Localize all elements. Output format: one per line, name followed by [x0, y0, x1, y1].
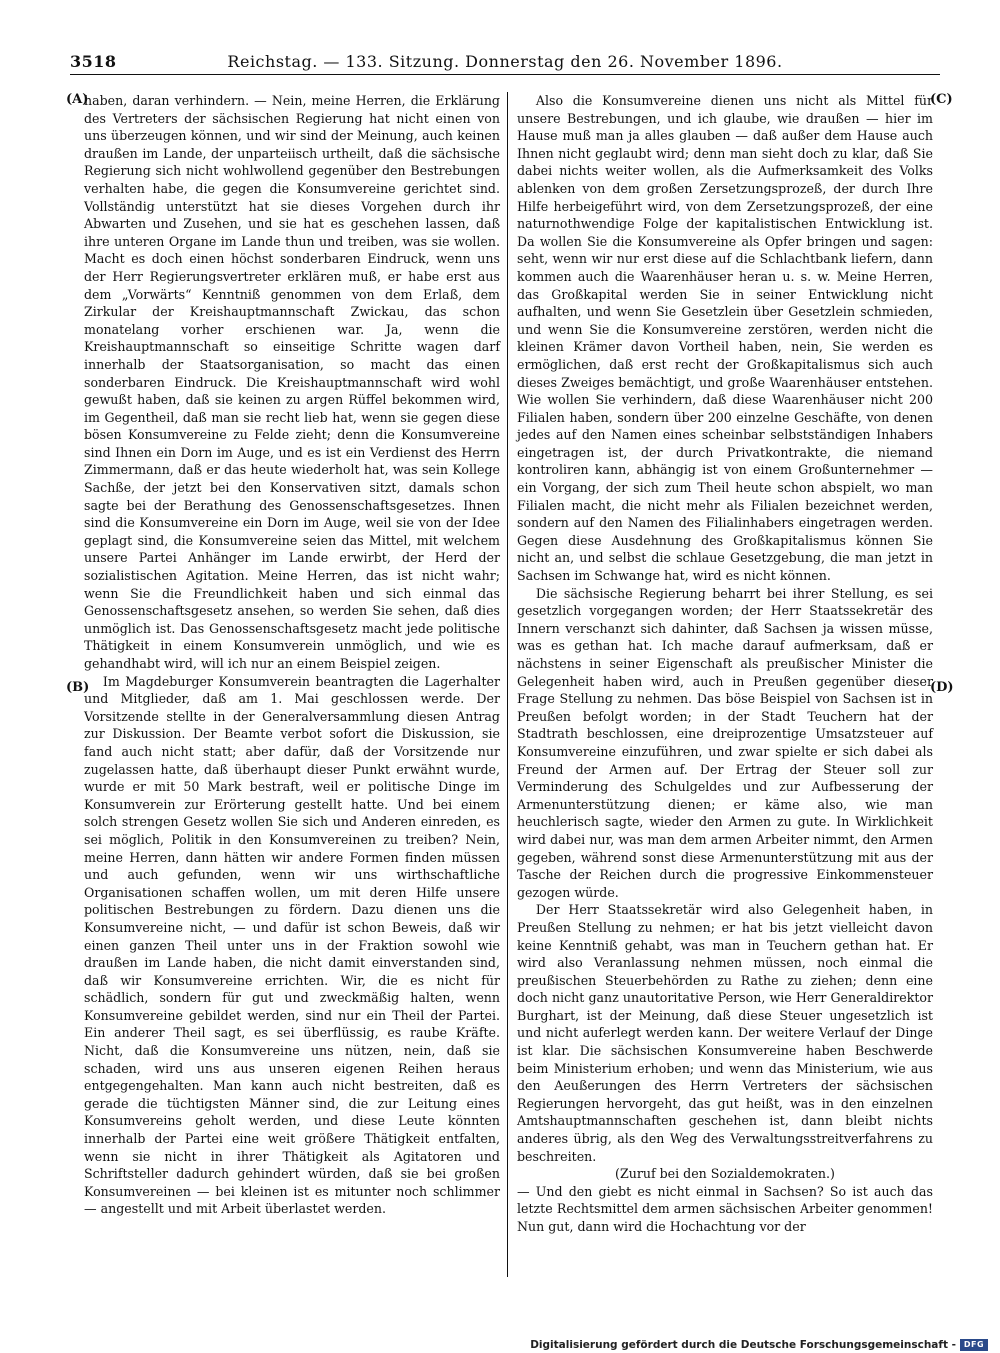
- interjection: (Zuruf bei den Sozialdemokraten.): [615, 1166, 835, 1182]
- right-column: [517, 92, 933, 1236]
- margin-marker-b: (B): [66, 680, 90, 695]
- page-header: [70, 48, 940, 75]
- page-number: 3518: [70, 52, 117, 71]
- digitization-credit: [530, 1338, 988, 1352]
- left-paragraph-1: haben, daran verhindern. — Nein, meine Herren, die Erklärung des Vertreters der sächsischen Regierung hat nicht einen von uns überzeugen können, und wir sind der Meinung, auch keinen draußen im Lande, der unparteiisch urtheilt, daß die sächsische Regierung sich nicht wohlwollend gegenüber den Bestrebungen verhalten habe, die gegen die Konsumvereine gerichtet sind. Vollständig unterstützt hat sie dieses Vorgehen durch ihr Abwarten und Zusehen, und sie hat es geschehen lassen, daß ihre unteren Organe im Lande thun und treiben, was sie wollen. Macht es doch einen höchst sonderbaren Eindruck, wenn uns der Herr Regierungsvertreter erklären muß, er habe erst aus dem „Vorwärts“ Kenntniß genommen von dem Erlaß, dem Zirkular der Kreishauptmannschaft Zwickau, das schon monatelang vorher erschienen war. Ja, wenn die Kreishauptmannschaft so einseitige Schritte wagen darf innerhalb der Staatsorganisation, so macht das einen sonderbaren Eindruck. Die Kreishauptmannschaft wird wohl gewußt haben, daß sie keinen zu argen Rüffel bekommen wird, im Gegentheil, daß man sie recht lieb hat, wenn sie gegen diese bösen Konsumvereine zu Felde zieht; denn die Konsumvereine sind Ihnen ein Dorn im Auge, und es ist ein Verdienst des Herrn Zimmermann, daß er das heute wiederholt hat, was sein Kollege Sachße, der jetzt bei den Konservativen sitzt, damals schon sagte bei der Berathung des Genossenschaftsgesetzes. Ihnen sind die Konsumvereine ein Dorn im Auge, weil sie von der Idee geplagt sind, die Konsumvereine seien das Mittel, mit welchem unsere Partei Anhänger im Lande erwirbt, der Herd der sozialistischen Agitation. Meine Herren, das ist nicht wahr; wenn Sie die Freundlichkeit haben und sich einmal das Genossenschaftsgesetz ansehen, so werden Sie sehen, daß dies unmöglich ist. Das Genossenschaftsgesetz macht jede politische Thätigkeit in einem Konsumverein unmöglich, und wie es gehandhabt wird, will ich nur an einem Beispiel zeigen.: [84, 93, 500, 671]
- right-paragraph-2: Die sächsische Regierung beharrt bei ihrer Stellung, es sei gesetzlich vorgegangen worden; der Herr Staatssekretär des Innern verschanzt sich dahinter, daß Sachsen ja wissen müsse, was es gethan hat. Ich mache darauf aufmerksam, daß er nächstens in seiner Eigenschaft als preußischer Minister die Gelegenheit haben wird, auch in Preußen gegenüber dieser Frage Stellung zu nehmen. Das böse Beispiel von Sachsen ist in Preußen befolgt worden; in der Stadt Teuchern hat der Stadtrath beschlossen, eine dreiprozentige Umsatzsteuer auf Konsumvereine einzuführen, und zwar spielte er sich dabei als Freund der Armen auf. Der Ertrag der Steuer soll zur Verminderung des Schulgeldes und zur Aufbesserung der Armenunterstützung dienen; er käme also, wie man heuchlerisch sagte, wieder den Armen zu gute. In Wirklichkeit wird dabei nur, was man dem armen Arbeiter nimmt, den Armen gegeben, während sonst diese Armenunterstützung mit aus der Tasche der Reichen durch die progressive Einkommensteuer gezogen würde.: [517, 585, 933, 900]
- right-paragraph-1: Also die Konsumvereine dienen uns nicht als Mittel für unsere Bestrebungen, und ich glaube, wie draußen — hier im Hause muß man ja alles glauben — daß außer dem Hause auch Ihnen nicht geglaubt wird; denn man sieht doch zu klar, daß Sie dabei nichts weiter wollen, als die Aufmerksamkeit des Volks ablenken von dem großen Zersetzungsprozeß, der durch Ihre Hilfe herbeigeführt wird, von dem Zersetzungsprozeß, der eine naturnothwendige Folge der kapitalistischen Entwicklung ist. Da wollen Sie die Konsumvereine als Opfer bringen und sagen: seht, wenn wir nur erst diese auf die Schlachtbank liefern, dann kommen auch die Waarenhäuser heran u. s. w. Meine Herren, das Großkapital werden Sie in seiner Entwicklung nicht aufhalten, und wenn Sie Gesetzlein über Gesetzlein schmieden, und wenn Sie die Konsumvereine zerstören, werden nicht die kleinen Krämer davon Vortheil haben, nein, Sie werden es ermöglichen, daß erst recht der Großkapitalismus sich auch dieses Zweiges bemächtigt, und große Waarenhäuser entstehen. Wie wollen Sie verhindern, daß diese Waarenhäuser nicht 200 Filialen haben, sondern über 200 einzelne Geschäfte, von denen jedes auf den Namen eines scheinbar selbstständigen Inhabers eingetragen ist, der durch Privatkontrakte, die niemand kontroliren kann, abhängig ist von einem Großunternehmer — ein Vorgang, der sich zum Theil heute schon abspielt, wo man Filialen macht, die nicht mehr als Filialen bezeichnet werden, sondern auf den Namen des Filialinhabers eingetragen werden. Gegen diese Ausdehnung des Großkapitalismus können Sie nicht an, und selbst die schlaue Gesetzgebung, die man jetzt in Sachsen im Schwange hat, wird es nicht können.: [517, 93, 933, 584]
- margin-marker-c: (C): [930, 92, 953, 107]
- margin-marker-a: (A): [66, 92, 89, 107]
- left-paragraph-2: Im Magdeburger Konsumverein beantragten die Lagerhalter und Mitglieder, daß am 1. Mai geschlossen werde. Der Vorsitzende stellte in der Generalversammlung diesen Antrag zur Diskussion. Der Beamte verbot sofort die Diskussion, sie fand auch nicht statt; aber dafür, daß der Vorsitzende nur zugelassen hatte, daß überhaupt dieser Punkt erwähnt wurde, wurde er mit 50 Mark bestraft, weil er politische Dinge im Konsumverein zur Erörterung gestellt hatte. Und bei einem solch strengen Gesetz wollen Sie sich und Anderen einreden, es sei möglich, Politik in den Konsumvereinen zu treiben? Nein, meine Herren, dann hätten wir andere Formen finden müssen und auch gefunden, wenn wir uns wirthschaftliche Organisationen schaffen wollen, um mit deren Hilfe unsere politischen Bestrebungen zu fördern. Dazu dienen uns die Konsumvereine nicht, — und dafür ist schon Beweis, daß wir einen ganzen Theil unter uns in der Fraktion sowohl wie draußen im Lande haben, die nicht damit einverstanden sind, daß wir Konsumvereine errichten. Wir, die es nicht für schädlich, sondern für gut und zweckmäßig halten, wenn Konsumvereine gebildet werden, sind nur ein Theil der Partei. Ein anderer Theil sagt, es sei überflüssig, es raube Kräfte. Nicht, daß die Konsumvereine uns nützen, nein, daß sie schaden, wird uns aus unseren eigenen Reihen heraus entgegengehalten. Man kann auch nicht bestreiten, daß es gerade die tüchtigsten Männer sind, die zur Leitung eines Konsumvereins geholt werden, und diese Leute könnten innerhalb der Partei eine weit größere Thätigkeit entfalten, wenn sie nicht in ihrer Thätigkeit als Agitatoren und Schriftsteller dadurch gehindert würden, daß sie bei großen Konsumvereinen — bei kleinen ist es mitunter noch schlimmer — angestellt und mit Arbeit überlastet werden.: [84, 673, 500, 1217]
- right-paragraph-4: — Und den giebt es nicht einmal in Sachsen? So ist auch das letzte Rechtsmittel dem armen sächsischen Arbeiter genommen! Nun gut, dann wird die Hochachtung vor der: [517, 1183, 933, 1234]
- margin-marker-d: (D): [930, 680, 954, 695]
- credit-text: Digitalisierung gefördert durch die Deutsche Forschungsgemeinschaft -: [530, 1339, 956, 1351]
- running-title: Reichstag. — 133. Sitzung. Donnerstag den 26. November 1896.: [227, 52, 783, 71]
- column-divider: [507, 92, 508, 1277]
- left-column: [84, 92, 500, 1218]
- right-paragraph-3: Der Herr Staatssekretär wird also Gelegenheit haben, in Preußen Stellung zu nehmen; er hat bis jetzt vielleicht davon keine Kenntniß gehabt, was man in Teuchern gethan hat. Er wird also Veranlassung nehmen müssen, noch einmal die preußischen Steuerbehörden zu Rathe zu ziehen; denn eine doch nicht ganz unautoritative Person, wie Herr Generaldirektor Burghart, ist der Meinung, daß diese Steuer ungesetzlich ist und nicht auferlegt werden kann. Der weitere Verlauf der Dinge ist klar. Die sächsischen Konsumvereine haben Beschwerde beim Ministerium erhoben; und wenn das Ministerium, wie aus den Aeußerungen des Herrn Vertreters der sächsischen Regierungen hervorgeht, das gut heißt, was in den einzelnen Amtshauptmannschaften geschehen ist, dann bleibt nichts anderes übrig, als den Weg des Verwaltungsstreitverfahrens zu beschreiten.: [517, 902, 933, 1164]
- dfg-logo-icon: DFG: [960, 1339, 988, 1351]
